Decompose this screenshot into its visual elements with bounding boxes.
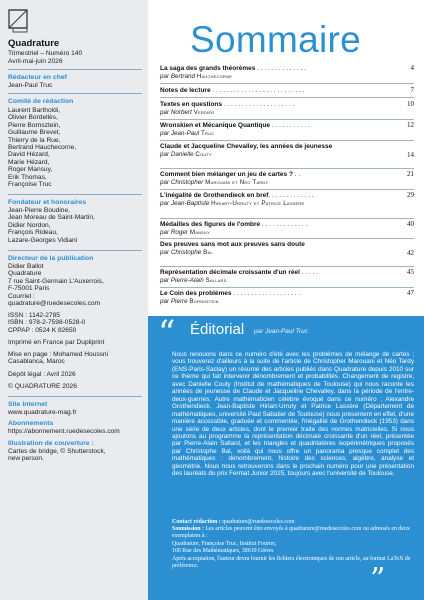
toc-page: 42 — [407, 249, 414, 257]
issue-number: Trimestriel – Numéro 140 — [8, 50, 83, 57]
toc-title: Représentation décimale croissante d'un réel — [160, 269, 300, 276]
toc-author: par Danielle — [160, 150, 194, 158]
toc-entry[interactable] — [160, 241, 414, 256]
contact-label: Contact rédaction : — [172, 519, 221, 525]
committee-member: Françoise Truc — [8, 181, 52, 189]
divider — [160, 119, 414, 120]
toc-author: par Bertrand — [160, 72, 196, 80]
toc-author-name: Marouani et Néo Tardy — [205, 178, 269, 186]
toc-entry[interactable]: La saga des grands théorèmes . . . . . . . . . . . . . . 4 par Bertrand Hauchecorne — [160, 64, 414, 80]
toc-author: par Christophe — [160, 248, 202, 256]
contact-email[interactable]: quadrature@ruedesecoles.com — [222, 519, 295, 525]
issn: ISSN : 1142-2785 — [8, 312, 60, 319]
toc-author: par Christopher — [160, 178, 204, 186]
toc-page: 12 — [407, 121, 414, 129]
toc-author-name: Hiriart-Urruty et Patrice Lassère — [211, 199, 305, 207]
toc-page: 10 — [407, 100, 414, 108]
cover-credit — [8, 448, 144, 463]
address-line: 100 Rue des Mathématiques, 38610 Gières — [172, 548, 274, 554]
publication-line: 7 rue Saint-Germain L'Auxerrois, — [8, 277, 104, 285]
address-line: Quadrature, Françoise Truc, Institut Fourier, — [172, 541, 277, 547]
committee-member: Marie Hézard, — [8, 158, 50, 166]
site-link[interactable]: www.quadrature-mag.fr — [8, 409, 77, 416]
publication-line: Courriel : — [8, 292, 35, 300]
committee-member: Thierry de la Rue, — [8, 136, 61, 144]
divider — [8, 250, 142, 251]
toc-entry[interactable]: Wronskien et Mécanique Quantique . . . . . . . . . . . 12 par Jean-Paul Truc — [160, 121, 414, 137]
toc-title: Claude et Jacqueline Chevalley, les années de jeunesse — [160, 143, 333, 150]
divider — [160, 97, 414, 98]
cppap: CPPAP : 0524 K 82650 — [8, 326, 77, 334]
editor-heading: Rédacteur en chef — [8, 74, 67, 81]
founder: Didier Nordon, — [8, 221, 51, 229]
toc-title: Comment bien mélanger un jeu de cartes ? — [160, 171, 293, 178]
toc-page: 40 — [407, 220, 414, 228]
committee-member: Olivier Bordellès, — [8, 114, 58, 122]
committee-heading: Comité de rédaction — [8, 98, 74, 105]
toc-page: 4 — [410, 64, 414, 72]
committee-member: Laurent Bartholdi, — [8, 107, 61, 114]
publication-line: F-75001 Paris — [8, 285, 50, 293]
toc-title: Le Coin des problèmes — [160, 290, 232, 297]
layout-line: Mise en page : Mohamed Houssni — [8, 351, 109, 358]
toc-title: Notes de lecture — [160, 87, 211, 94]
publication-heading: Directeur de la publication — [8, 255, 94, 262]
editorial-author: par Jean-Paul Truc — [254, 328, 308, 335]
page-title: Sommaire — [190, 19, 361, 60]
toc-author-name: Verdier — [193, 108, 215, 116]
subscriptions-link[interactable]: https://abonnement.ruedesecoles.com — [8, 428, 120, 435]
toc-title: Médailles des figures de l'ombre — [160, 221, 261, 228]
divider — [160, 287, 414, 288]
publication-info — [8, 263, 144, 307]
toc-entry[interactable]: Représentation décimale croissante d'un réel . . . . . 45 par Pierre-Alain Sallard — [160, 268, 414, 284]
submit-label: Soumission : — [172, 526, 204, 532]
toc-title: Des preuves sans mot aux preuves sans doute — [160, 241, 305, 248]
isbn: ISBN : 978-2-7598-0528-0 — [8, 319, 86, 327]
divider — [160, 266, 414, 267]
cover-line: new person. — [8, 455, 44, 463]
committee-member: Bertrand Hauchecorne, — [8, 144, 77, 152]
quadrature-logo — [6, 6, 30, 33]
committee-member: Pierre Bornsztein, — [8, 121, 61, 129]
site-heading: Site Internet — [8, 401, 48, 408]
toc-page: 7 — [410, 86, 414, 94]
committee-member: Guillaume Brevet, — [8, 129, 61, 137]
divider — [8, 194, 142, 195]
toc-entry[interactable]: Médailles des figures de l'ombre . . . . . . . . . . . . . 40 par Roger Mansuy — [160, 220, 414, 236]
divider — [8, 69, 142, 70]
divider — [8, 93, 142, 94]
toc-author-name: Sallard — [205, 276, 227, 284]
toc-title: Wronskien et Mécanique Quantique — [160, 122, 271, 129]
founder: François Rideau, — [8, 229, 58, 237]
printer: Imprimé en France par Dupliprint — [8, 339, 105, 346]
divider — [160, 238, 414, 239]
layout-credit — [8, 351, 144, 366]
editorial-title: Éditorial — [190, 321, 245, 338]
toc-title: La saga des grands théorèmes — [160, 65, 256, 72]
publication-email[interactable]: quadrature@ruedesecoles.com — [8, 300, 101, 308]
layout-line: Casablanca, Maroc — [8, 358, 65, 366]
copyright: © QUADRATURE 2026 — [8, 383, 77, 390]
legal-deposit: Dépôt légal : Avril 2026 — [8, 371, 76, 378]
toc-page: 47 — [407, 289, 414, 297]
open-quote-icon: “ — [158, 313, 176, 353]
founder: Jean Moreau de Saint-Martin, — [8, 214, 95, 222]
close-quote-icon: ” — [370, 562, 386, 597]
toc-entry[interactable]: Comment bien mélanger un jeu de cartes ? . . 21 par Christopher Marouani et Néo Tardy — [160, 170, 414, 186]
toc-page: 21 — [407, 170, 414, 178]
founders-list — [8, 207, 144, 244]
submit-text: Les articles peuvent être envoyés à quadrature@ruedesecoles.com ou adressés en deux exemplaires à : — [172, 526, 410, 539]
divider — [8, 396, 142, 397]
toc-page: 14 — [407, 151, 414, 159]
toc-author-name: Mansuy — [189, 228, 210, 236]
toc-author-name: Hauchecorne — [196, 72, 232, 80]
committee-member: Erik Thomas, — [8, 173, 47, 181]
toc-author: par Jean-Paul — [160, 129, 200, 137]
editor-name: Jean-Paul Truc — [8, 82, 53, 89]
publication-line: Quadrature — [8, 270, 42, 278]
cover-heading: Illustration de couverture : — [8, 440, 94, 447]
toc-author-name: Couty — [195, 150, 213, 158]
magazine-name: Quadrature — [8, 38, 60, 49]
toc-author: par Pierre-Alain — [160, 276, 204, 284]
toc-entry[interactable]: L'inégalité de Grothendieck en bref. . . . . . . . . . . . . 29 par Jean-Baptiste Hiriart-Urruty et Patrice Lassère — [160, 191, 414, 207]
issue-period: Avril-mai-juin 2026 — [8, 58, 63, 65]
toc-title: Textes en questions — [160, 101, 223, 108]
issn-block — [8, 312, 144, 334]
committee-member: Roger Mansuy, — [8, 166, 53, 174]
toc-author-name: Truc — [200, 129, 215, 137]
divider — [160, 83, 414, 84]
toc-entry[interactable]: Textes en questions . . . . . . . . . . . . . . . . . . . . 10 par Norbert Verdier — [160, 100, 414, 116]
toc-author: par Norbert — [160, 108, 192, 116]
toc-author: par Pierre — [160, 297, 188, 305]
founders-heading: Fondateur et honoraires — [8, 199, 87, 206]
toc-entry[interactable] — [160, 143, 414, 158]
founder: Lazare-Georges Vidiani — [8, 236, 78, 244]
subscriptions-heading: Abonnements — [8, 420, 54, 427]
divider — [160, 218, 414, 219]
divider — [160, 168, 414, 169]
toc-entry[interactable]: Notes de lecture . . . . . . . . . . . . . . . . . . . . . . . . . . 7 — [160, 86, 414, 94]
editorial-body: Nous renouons dans ce numéro d'été avec les problèmes de mélange de cartes ; vous trouverez d'ailleurs à la suite de l'article de Christopher Marouani et Néo Tardy (ENS-Paris-Saclay) un résumé des articles publiés dans Quadrature depuis 2010 sur ce thème qui fait intervenir dénombrement et probabilités. Changement de registre, avec Danielle Couty (Institut de mathématiques de Toulouse) qui nous raconte les années de jeunesse de Claude et Jacqueline Chevalley, dans la période de l'entre-deux-guerres. Autre mathématicien célèbre évoqué dans ce numéro : Alexandre Grothendieck. Jean-Baptiste Hiriart-Urruty et Patrice Lassère (Département de mathématiques, université Paul Sabatier de Toulouse) nous présentent en effet, d'une manière accessible, graduée et commentée, l'inégalité de Grothendieck (1953) dans une série de deux articles, dont le premier traite des normes matricielles. Si nous ajoutons au programme la représentation décimale croissante d'un réel, présentée par Pierre-Alain Sallard, et les triangles et quadrilatères isopérimétriques proposés par Christophe Bal, voilà qui nous offre un panorama presque complet des mathématiques : dénombrement, histoire des sciences, algèbre, analyse et géométrie. Nous nous retrouverons dans le prochain numéro pour une présentation des lauréats du prix Fermat Junior 2025, toujours avec l'université de Toulouse. — [172, 351, 414, 478]
toc-entry[interactable]: Le Coin des problèmes . . . . . . . . . . . . . . . . . . . 47 par Pierre Bornsztein — [160, 289, 414, 305]
publication-line: Didier Ballot — [8, 263, 44, 270]
cover-line: Cartes de bridge, © Shutterstock, — [8, 448, 106, 455]
toc-author-name: Bornsztein — [189, 297, 219, 305]
divider — [160, 140, 414, 141]
toc-author-name: Bal — [203, 248, 213, 256]
toc-author: par Roger — [160, 228, 189, 236]
committee-member: David Hézard, — [8, 151, 50, 159]
founder: Jean-Pierre Boudine, — [8, 207, 70, 214]
toc-title: L'inégalité de Grothendieck en bref — [160, 192, 269, 199]
divider — [160, 189, 414, 190]
toc-author: par Jean-Baptiste — [160, 199, 210, 207]
toc-page: 29 — [407, 191, 414, 199]
committee-list — [8, 107, 144, 188]
toc-page: 45 — [407, 268, 414, 276]
after-acceptance: Après acceptation, l'auteur devra fournir les fichiers électroniques de son article, au format LaTeX de préférence. — [172, 556, 411, 569]
